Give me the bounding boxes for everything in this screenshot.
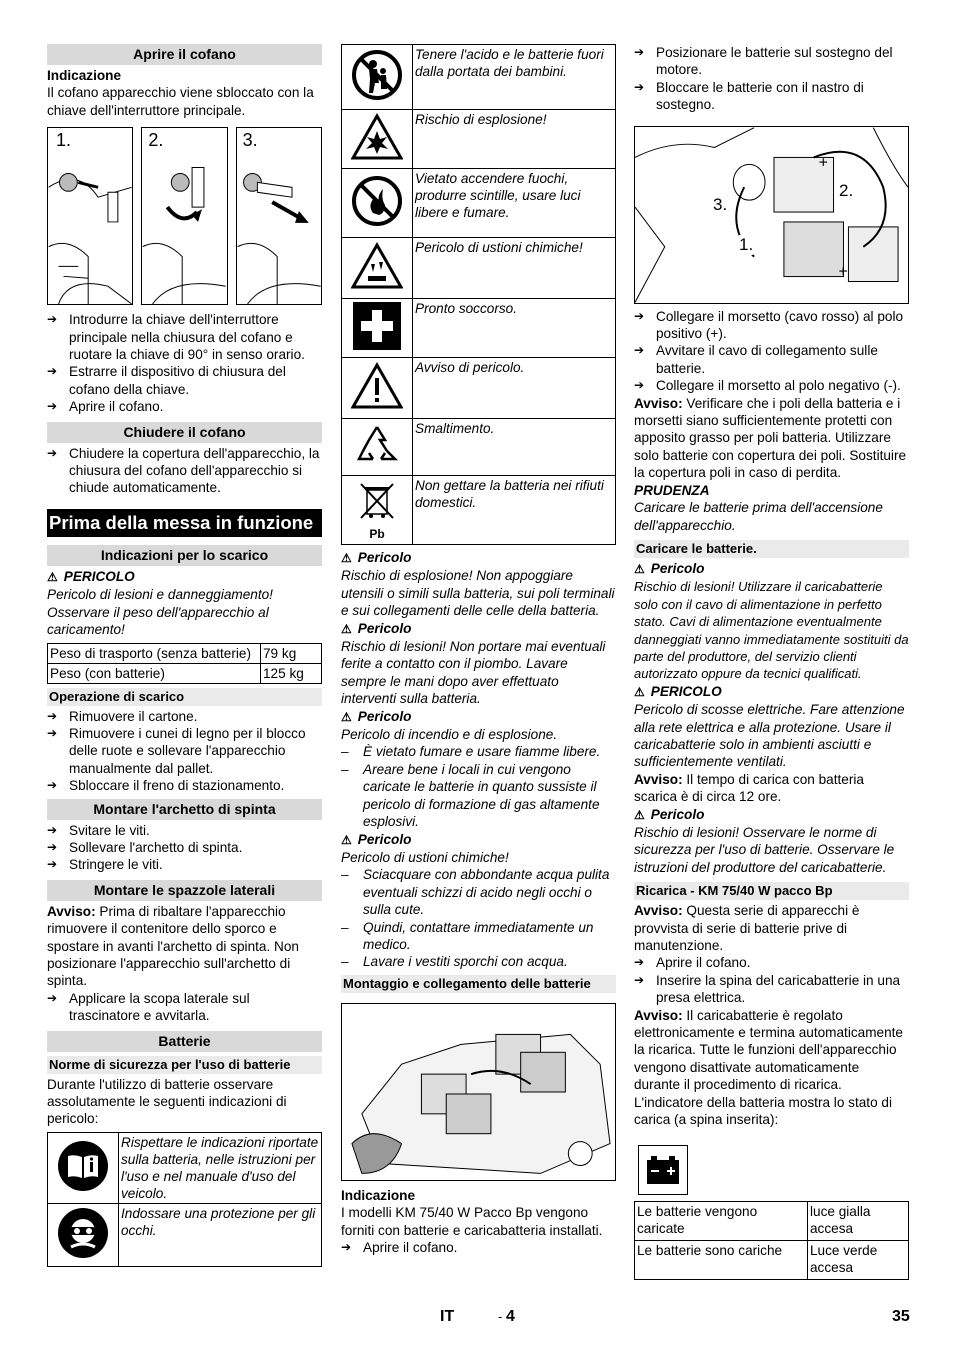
symbol-description: Smaltimento. — [413, 419, 616, 476]
goggles-icon — [48, 1203, 119, 1266]
danger-text: Pericolo di ustioni chimiche! — [341, 849, 509, 865]
table-row — [48, 1132, 322, 1203]
step: ➔ Sollevare l'archetto di spinta. — [47, 839, 322, 856]
no-bin-pb-icon — [342, 476, 413, 545]
svg-text:+: + — [838, 263, 848, 281]
caution-text: Caricare le batterie prima dell'accensione dell'apparecchio. — [634, 500, 883, 533]
table-row — [342, 110, 616, 169]
chemical-burn-icon — [342, 238, 413, 299]
charge-status-table — [634, 1201, 909, 1280]
figure-battery-install — [341, 1003, 616, 1181]
symbol-description: Pronto soccorso. — [413, 299, 616, 358]
table-row — [48, 663, 322, 683]
table-row — [48, 643, 322, 663]
heading-open-hood: Aprire il cofano — [47, 44, 322, 65]
footer-page-number: 35 — [892, 1308, 910, 1325]
step: ➔ Estrarre il dispositivo di chiusura del cofano della chiave. — [47, 363, 322, 398]
column-left — [47, 44, 322, 1267]
step: ➔ Posizionare le batterie sul sostegno del motore. — [634, 44, 909, 79]
step: ➔ Svitare le viti. — [47, 822, 322, 839]
symbol-description: Pericolo di ustioni chimiche! — [413, 238, 616, 299]
note-text: I modelli KM 75/40 W Pacco Bp vengono forniti con batterie e caricabatteria installati. — [341, 1205, 603, 1238]
status-light: Luce verde accesa — [808, 1240, 909, 1279]
section-title: Prima della messa in funzione — [47, 509, 322, 537]
pb-label: Pb — [369, 527, 385, 541]
footer-local-page: - 4 — [498, 1308, 515, 1325]
danger-label: ⚠ PERICOLO — [634, 683, 722, 699]
symbol-description: Non gettare la batteria nei rifiuti domestici. — [413, 476, 616, 545]
step: ➔ Aprire il cofano. — [341, 1239, 616, 1256]
danger-text: Rischio di esplosione! Non appoggiare utensili o simili sulla batteria, sui poli terminali e sui collegamenti delle celle della batteria. — [341, 568, 615, 619]
warning-triangle-icon: ⚠ — [634, 684, 645, 699]
symbol-description: Indossare una protezione per gli occhi. — [119, 1203, 322, 1266]
step: ➔ Aprire il cofano. — [47, 398, 322, 415]
step: ➔ Avvitare il cavo di collegamento sulle batterie. — [634, 342, 909, 377]
safety-intro: Durante l'utilizzo di batterie osservare assolutamente le seguenti indicazioni di pericolo: — [47, 1076, 287, 1127]
footer-language: IT — [440, 1308, 455, 1325]
danger-label: ⚠ Pericolo — [634, 560, 705, 576]
explosion-icon — [342, 110, 413, 169]
step: ➔ Sbloccare il freno di stazionamento. — [47, 777, 322, 794]
danger-label: ⚠ Pericolo — [341, 550, 412, 565]
no-fire-icon — [342, 169, 413, 238]
warning-triangle-icon: ⚠ — [634, 807, 645, 822]
step: ➔ Chiudere la copertura dell'apparecchio, la chiusura del cofano dell'apparecchio si chiude automaticamente. — [47, 445, 322, 497]
table-row — [342, 169, 616, 238]
table-row — [635, 1240, 909, 1279]
note-text: Il cofano apparecchio viene sbloccato con la chiave dell'interruttore principale. — [47, 85, 314, 118]
step: ➔ Applicare la scopa laterale sul trascinatore e avvitarla. — [47, 990, 322, 1025]
note-label: Indicazione — [47, 68, 122, 83]
note: Avviso: Il caricabatterie è regolato elettronicamente e termina automaticamente la ricarica. Tutte le funzioni dell'apparecchio vengono disattivate automaticamente durante il procedimento di ricarica. — [634, 1007, 903, 1093]
dash-item: – Quindi, contattare immediatamente un medico. — [341, 919, 616, 954]
step: ➔ Aprire il cofano. — [634, 954, 909, 971]
danger-text: Rischio di lesioni! Non portare mai eventuali ferite a contatto con il piombo. Lavare sempre le mani dopo aver effettuato interventi sulla batteria. — [341, 639, 606, 707]
table-row — [342, 419, 616, 476]
symbol-description: Rispettare le indicazioni riportate sulla batteria, nelle istruzioni per l'uso e nel manuale d'uso del veicolo. — [119, 1132, 322, 1203]
key-remove-illustration — [237, 128, 321, 304]
subheading-battery-safety: Norme di sicurezza per l'uso di batterie — [47, 1056, 322, 1074]
heading-batteries: Batterie — [47, 1031, 322, 1052]
step: ➔ Rimuovere il cartone. — [47, 708, 322, 725]
figure-label: 2. — [148, 130, 164, 151]
battery-wiring-illustration — [635, 127, 908, 303]
dash-item: – Sciacquare con abbondante acqua pulita eventuali schizzi di acido negli occhi o sulla cute. — [341, 866, 616, 918]
heading-push-handle: Montare l'archetto di spinta — [47, 799, 322, 820]
figure-label: 1. — [739, 234, 754, 254]
danger-label: ⚠ Pericolo — [341, 708, 412, 724]
danger-text: Pericolo di scosse elettriche. Fare attenzione alla rete elettrica e alla protezione. Usare il caricabatterie solo in ambienti asciutti e sufficientemente ventilati. — [634, 702, 905, 770]
step: ➔ Introdurre la chiave dell'interruttore principale nella chiusura del cofano e ruotare la chiave di 90° in senso orario. — [47, 311, 322, 363]
first-aid-icon — [342, 299, 413, 358]
danger-label: ⚠ Pericolo — [634, 806, 705, 822]
weight-table — [47, 643, 322, 684]
warning-triangle-icon: ⚠ — [341, 709, 352, 724]
figure-panel-1 — [47, 127, 133, 305]
dash-item: – Lavare i vestiti sporchi con acqua. — [341, 953, 616, 970]
indicator-text: L'indicatore della batteria mostra lo stato di carica (a spina inserita): — [634, 1094, 892, 1128]
figure-panel-2 — [141, 127, 227, 305]
table-row — [635, 1201, 909, 1240]
table-row — [342, 45, 616, 110]
symbol-table — [47, 1132, 322, 1267]
danger-text: Pericolo di incendio e di esplosione. — [341, 727, 558, 743]
keep-children-away-icon — [342, 45, 413, 110]
note: Avviso: Il tempo di carica con batteria scarica è di circa 12 ore. — [634, 771, 864, 805]
manual-icon — [48, 1132, 119, 1203]
status-state: Le batterie sono cariche — [635, 1240, 808, 1279]
symbol-description: Vietato accendere fuochi, produrre scintille, usare luci libere e fumare. — [413, 169, 616, 238]
danger-text: Pericolo di lesioni e danneggiamento! Osservare il peso dell'apparecchio al caricamento! — [47, 587, 273, 638]
figure-panel-3 — [236, 127, 322, 305]
step: ➔ Bloccare le batterie con il nastro di sostegno. — [634, 79, 909, 114]
warning-triangle-icon: ⚠ — [341, 832, 352, 847]
key-turn-illustration — [142, 128, 226, 304]
table-row — [48, 1203, 322, 1266]
table-row — [342, 476, 616, 545]
figure-label: 2. — [839, 180, 854, 200]
danger-label: ⚠ Pericolo — [341, 620, 412, 636]
weight-label: Peso (con batterie) — [48, 663, 261, 683]
danger-label: ⚠ Pericolo — [341, 831, 412, 847]
subheading-charging: Caricare le batterie. — [634, 540, 909, 558]
battery-indicator-icon — [638, 1145, 688, 1195]
figure-open-hood — [47, 127, 322, 305]
weight-value: 125 kg — [261, 663, 322, 683]
status-state: Le batterie vengono caricate — [635, 1201, 808, 1240]
subheading-unloading: Operazione di scarico — [47, 688, 322, 706]
danger-text: Rischio di lesioni! Utilizzare il caricabatterie solo con il cavo di alimentazione in perfetto stato. Cavi di alimentazione eventualmente danneggiati vanno immediatamente sostituiti da parte del produttore, del servizio clienti autorizzato oppure da tecnici qualificati. — [634, 579, 909, 682]
battery-install-illustration — [342, 1004, 615, 1180]
svg-text:+: + — [818, 153, 828, 171]
heading-side-brushes: Montare le spazzole laterali — [47, 880, 322, 901]
step: ➔ Collegare il morsetto (cavo rosso) al polo positivo (+). — [634, 308, 909, 343]
weight-value: 79 kg — [261, 643, 322, 663]
warning-triangle-icon: ⚠ — [634, 561, 645, 576]
step: ➔ Stringere le viti. — [47, 856, 322, 873]
figure-battery-wiring — [634, 126, 909, 304]
warning-triangle-icon: ⚠ — [341, 551, 352, 565]
symbol-description: Rischio di esplosione! — [413, 110, 616, 169]
warning-icon — [342, 358, 413, 419]
brush-note: Avviso: Prima di ribaltare l'apparecchio rimuovere il contenitore dello sporco e spostare in avanti l'archetto di spinta. Non posizionare l'apparecchio sull'archetto di spinta. — [47, 903, 299, 989]
status-light: luce gialla accesa — [808, 1201, 909, 1240]
subheading-battery-mount: Montaggio e collegamento delle batterie — [341, 975, 616, 993]
table-row — [342, 358, 616, 419]
weight-label: Peso di trasporto (senza batterie) — [48, 643, 261, 663]
subheading-recharge: Ricarica - KM 75/40 W pacco Bp — [634, 882, 909, 900]
danger-label: ⚠ PERICOLO — [47, 568, 135, 584]
column-middle — [341, 44, 616, 1256]
figure-label: 1. — [56, 130, 72, 151]
column-right — [634, 44, 909, 1280]
step: ➔ Rimuovere i cunei di legno per il blocco delle ruote e sollevare l'apparecchio manualmente dal pallet. — [47, 725, 322, 777]
heading-unloading: Indicazioni per lo scarico — [47, 545, 322, 566]
step: ➔ Collegare il morsetto al polo negativo (-). — [634, 377, 909, 394]
figure-label: 3. — [713, 194, 728, 214]
hazard-symbol-table — [341, 44, 616, 545]
table-row — [342, 299, 616, 358]
note: Avviso: Questa serie di apparecchi è provvista di serie di batterie prive di manutenzione. — [634, 903, 860, 954]
warning-triangle-icon: ⚠ — [47, 569, 58, 584]
key-insert-illustration — [48, 128, 132, 304]
recycling-icon — [342, 419, 413, 476]
table-row — [342, 238, 616, 299]
symbol-description: Avviso di pericolo. — [413, 358, 616, 419]
note-label: Indicazione — [341, 1187, 416, 1203]
heading-close-hood: Chiudere il cofano — [47, 422, 322, 443]
caution-label: PRUDENZA — [634, 482, 710, 498]
note: Avviso: Verificare che i poli della batteria e i morsetti siano sufficientemente protetti con apposito grasso per poli batteria. Utilizzare solo batterie con copertura dei poli. Sostituire la copertura poli in caso di perdita. — [634, 395, 907, 481]
symbol-description: Tenere l'acido e le batterie fuori dalla portata dei bambini. — [413, 45, 616, 110]
figure-label: 3. — [242, 130, 258, 151]
danger-text: Rischio di lesioni! Osservare le norme di sicurezza per l'uso di batterie. Osservare le istruzioni del produttore del caricabatterie. — [634, 825, 895, 875]
dash-item: – Areare bene i locali in cui vengono caricate le batterie in quanto sussiste il pericolo di formazione di gas altamente esplosivi. — [341, 761, 616, 831]
warning-triangle-icon: ⚠ — [341, 621, 352, 636]
step: ➔ Inserire la spina del caricabatterie in una presa elettrica. — [634, 972, 909, 1007]
dash-item: – È vietato fumare e usare fiamme libere. — [341, 743, 616, 760]
